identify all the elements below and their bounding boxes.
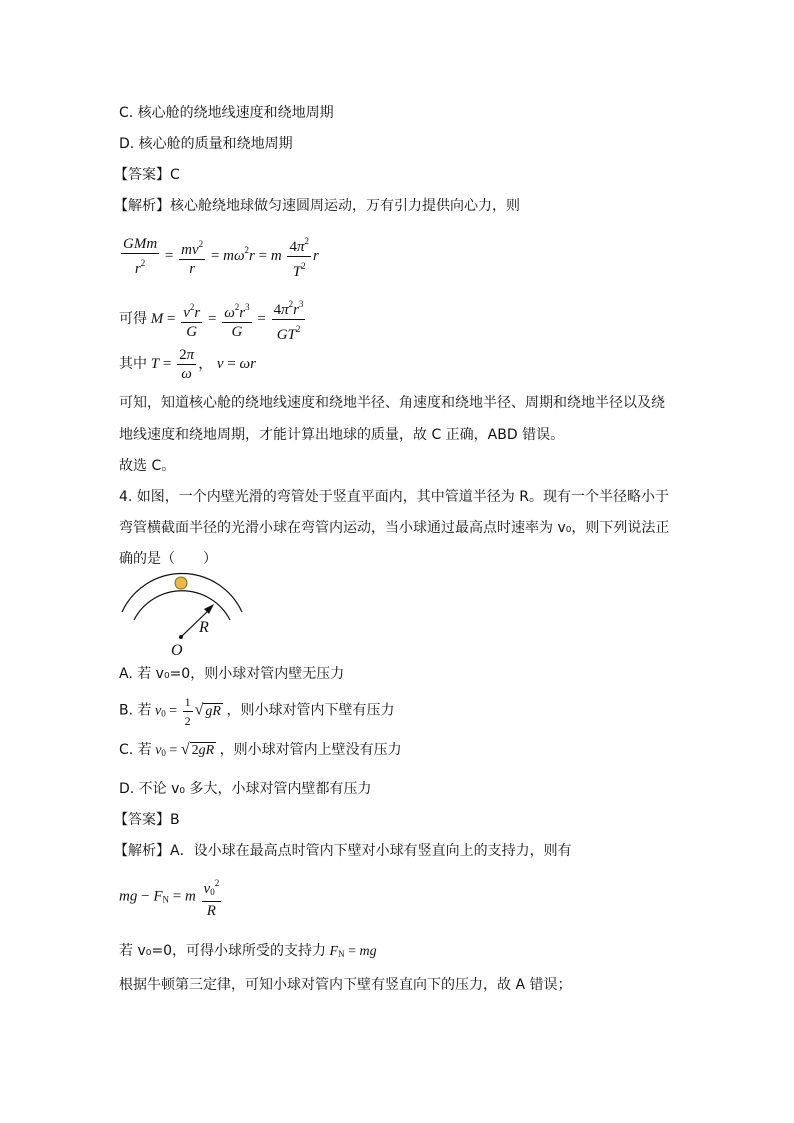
equation-4: mg − $F_N = m$ $\frac{v_0^2}{R}$ bbox=[119, 874, 223, 920]
conclusion-line-1: 可知，知道核心舱的绕地线速度和绕地半径、角速度和绕地半径、周期和绕地半径以及绕 bbox=[119, 395, 665, 411]
conclusion-line-2: 地线速度和绕地周期，才能计算出地球的质量，故 C 正确，ABD 错误。 bbox=[119, 427, 565, 443]
question-4-line-1: 4. 如图，一个内壁光滑的弯管处于竖直平面内，其中管道半径为 R。现有一个半径略小于 bbox=[119, 489, 669, 505]
answer-1: 【答案】C bbox=[114, 167, 180, 183]
question-4-line-2: 弯管横截面半径的光滑小球在弯管内运动，当小球通过最高点时速率为 v₀，则下列说法正 bbox=[119, 520, 670, 536]
answer-2: 【答案】B bbox=[114, 812, 180, 828]
ball bbox=[175, 577, 187, 589]
line-d-option: D. 核心舱的质量和绕地周期 bbox=[119, 136, 293, 152]
line-c-option: C. 核心舱的绕地线速度和绕地周期 bbox=[119, 105, 334, 121]
bent-tube-figure bbox=[115, 570, 250, 660]
equation-3: 其中 T = $\frac{2\pi}{\omega}$ ， v = ωr bbox=[119, 347, 256, 382]
label-O: O bbox=[171, 642, 183, 659]
question-4-line-3: 确的是（ ） bbox=[119, 551, 217, 567]
explanation-1: 【解析】核心舱绕地球做匀速圆周运动，万有引力提供向心力，则 bbox=[114, 198, 520, 214]
support-force-line: 若 v₀=0，可得小球所受的支持力 $F_N$ = mg bbox=[119, 943, 377, 959]
option-c: C. 若 $v_0$ = √ 2gR ，则小球对管内上壁没有压力 bbox=[119, 741, 402, 758]
option-d: D. 不论 v₀ 多大，小球对管内壁都有压力 bbox=[119, 781, 372, 797]
choice-line: 故选 C。 bbox=[119, 458, 176, 474]
equation-1: $\frac{\text{GMm}}{r^2}$ = $\frac{mv^2}{r}$ = $m\omega^2r = m$ $\frac{4\pi^2}{T^2}$ r bbox=[119, 232, 319, 281]
newton-third-law-line: 根据牛顿第三定律，可知小球对管内下壁有竖直向下的压力，故 A 错误； bbox=[119, 977, 572, 993]
label-R: R bbox=[199, 619, 209, 636]
tube-inner-wall bbox=[134, 591, 230, 620]
center-dot bbox=[179, 635, 183, 639]
equation-2: 可得 M = $\frac{v^2r}{G}$ = $\frac{\omega^2r^3}{G}$ = $\frac{4\pi^2r^3}{GT^2}$ bbox=[119, 295, 307, 344]
option-a: A. 若 v₀=0，则小球对管内壁无压力 bbox=[119, 666, 345, 682]
option-b: B. 若 $v_0$ = $\frac{1}{2}$ √ gR ，则小球对管内下壁有压力 bbox=[119, 695, 395, 728]
explanation-2: 【解析】A．设小球在最高点时管内下壁对小球有竖直向上的支持力，则有 bbox=[114, 843, 572, 859]
